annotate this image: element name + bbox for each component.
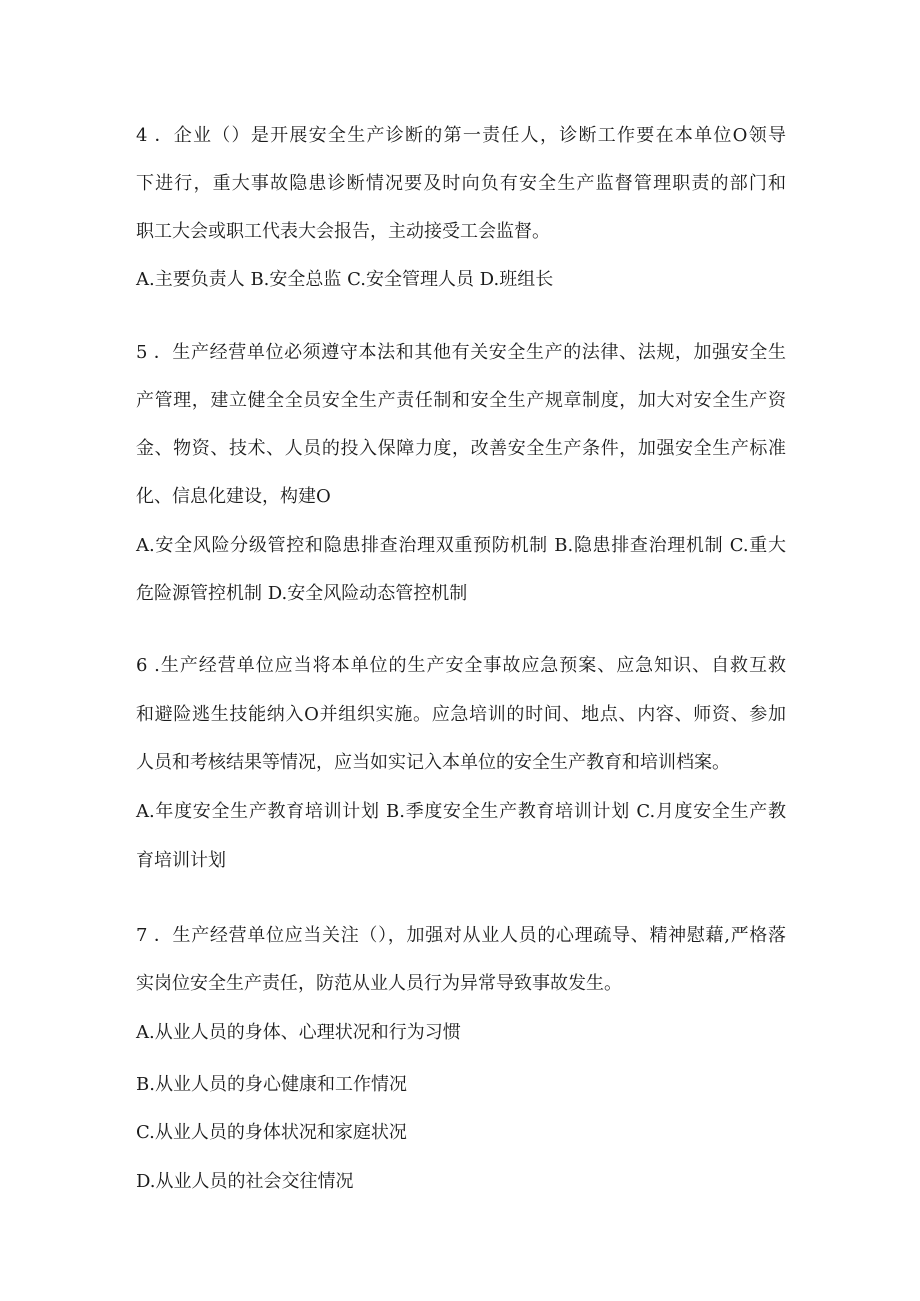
question-7-stem-line-1: 7 ．生产经营单位应当关注（），加强对从业人员的心理疏导、精神慰藉,严格落	[136, 925, 786, 946]
question-7-stem-line-2: 实岗位安全生产责任，防范从业人员行为异常导致事故发生。	[136, 973, 622, 994]
question-7-option-b: B.从业人员的身心健康和工作情况	[136, 1074, 407, 1095]
question-6-stem-line-2: 和避险逃生技能纳入O并组织实施。应急培训的时间、地点、内容、师资、参加	[136, 704, 786, 725]
question-6-options-line-2: 育培训计划	[136, 850, 226, 871]
question-5-stem-line-3: 金、物资、技术、人员的投入保障力度，改善安全生产条件，加强安全生产标准	[136, 438, 786, 459]
question-5-stem-line-1: 5 ．生产经营单位必须遵守本法和其他有关安全生产的法律、法规，加强安全生	[136, 342, 786, 363]
question-6-stem-line-3: 人员和考核结果等情况，应当如实记入本单位的安全生产教育和培训档案。	[136, 752, 730, 773]
question-4-stem-line-1: 4 ．企业（）是开展安全生产诊断的第一责任人，诊断工作要在本单位O领导	[136, 125, 786, 146]
question-7-option-d: D.从业人员的社会交往情况	[136, 1171, 354, 1192]
question-5-options-line-1: A.安全风险分级管控和隐患排查治理双重预防机制 B.隐患排查治理机制 C.重大	[136, 535, 786, 556]
question-4-stem-line-3: 职工大会或职工代表大会报告，主动接受工会监督。	[136, 221, 550, 242]
question-6-stem-line-1: 6 .生产经营单位应当将本单位的生产安全事故应急预案、应急知识、自救互救	[136, 655, 786, 676]
question-7-option-c: C.从业人员的身体状况和家庭状况	[136, 1122, 407, 1143]
question-5-stem-line-4: 化、信息化建设，构建O	[136, 486, 331, 507]
question-5-stem-line-2: 产管理，建立健全全员安全生产责任制和安全生产规章制度，加大对安全生产资	[136, 390, 786, 411]
question-6-options-line-1: A.年度安全生产教育培训计划 B.季度安全生产教育培训计划 C.月度安全生产教	[136, 801, 786, 822]
question-5-options-line-2: 危险源管控机制 D.安全风险动态管控机制	[136, 583, 468, 604]
question-7-option-a: A.从业人员的身体、心理状况和行为习惯	[136, 1022, 461, 1043]
question-4-stem-line-2: 下进行，重大事故隐患诊断情况要及时向负有安全生产监督管理职责的部门和	[136, 173, 786, 194]
question-4-options: A.主要负责人 B.安全总监 C.安全管理人员 D.班组长	[136, 269, 554, 290]
